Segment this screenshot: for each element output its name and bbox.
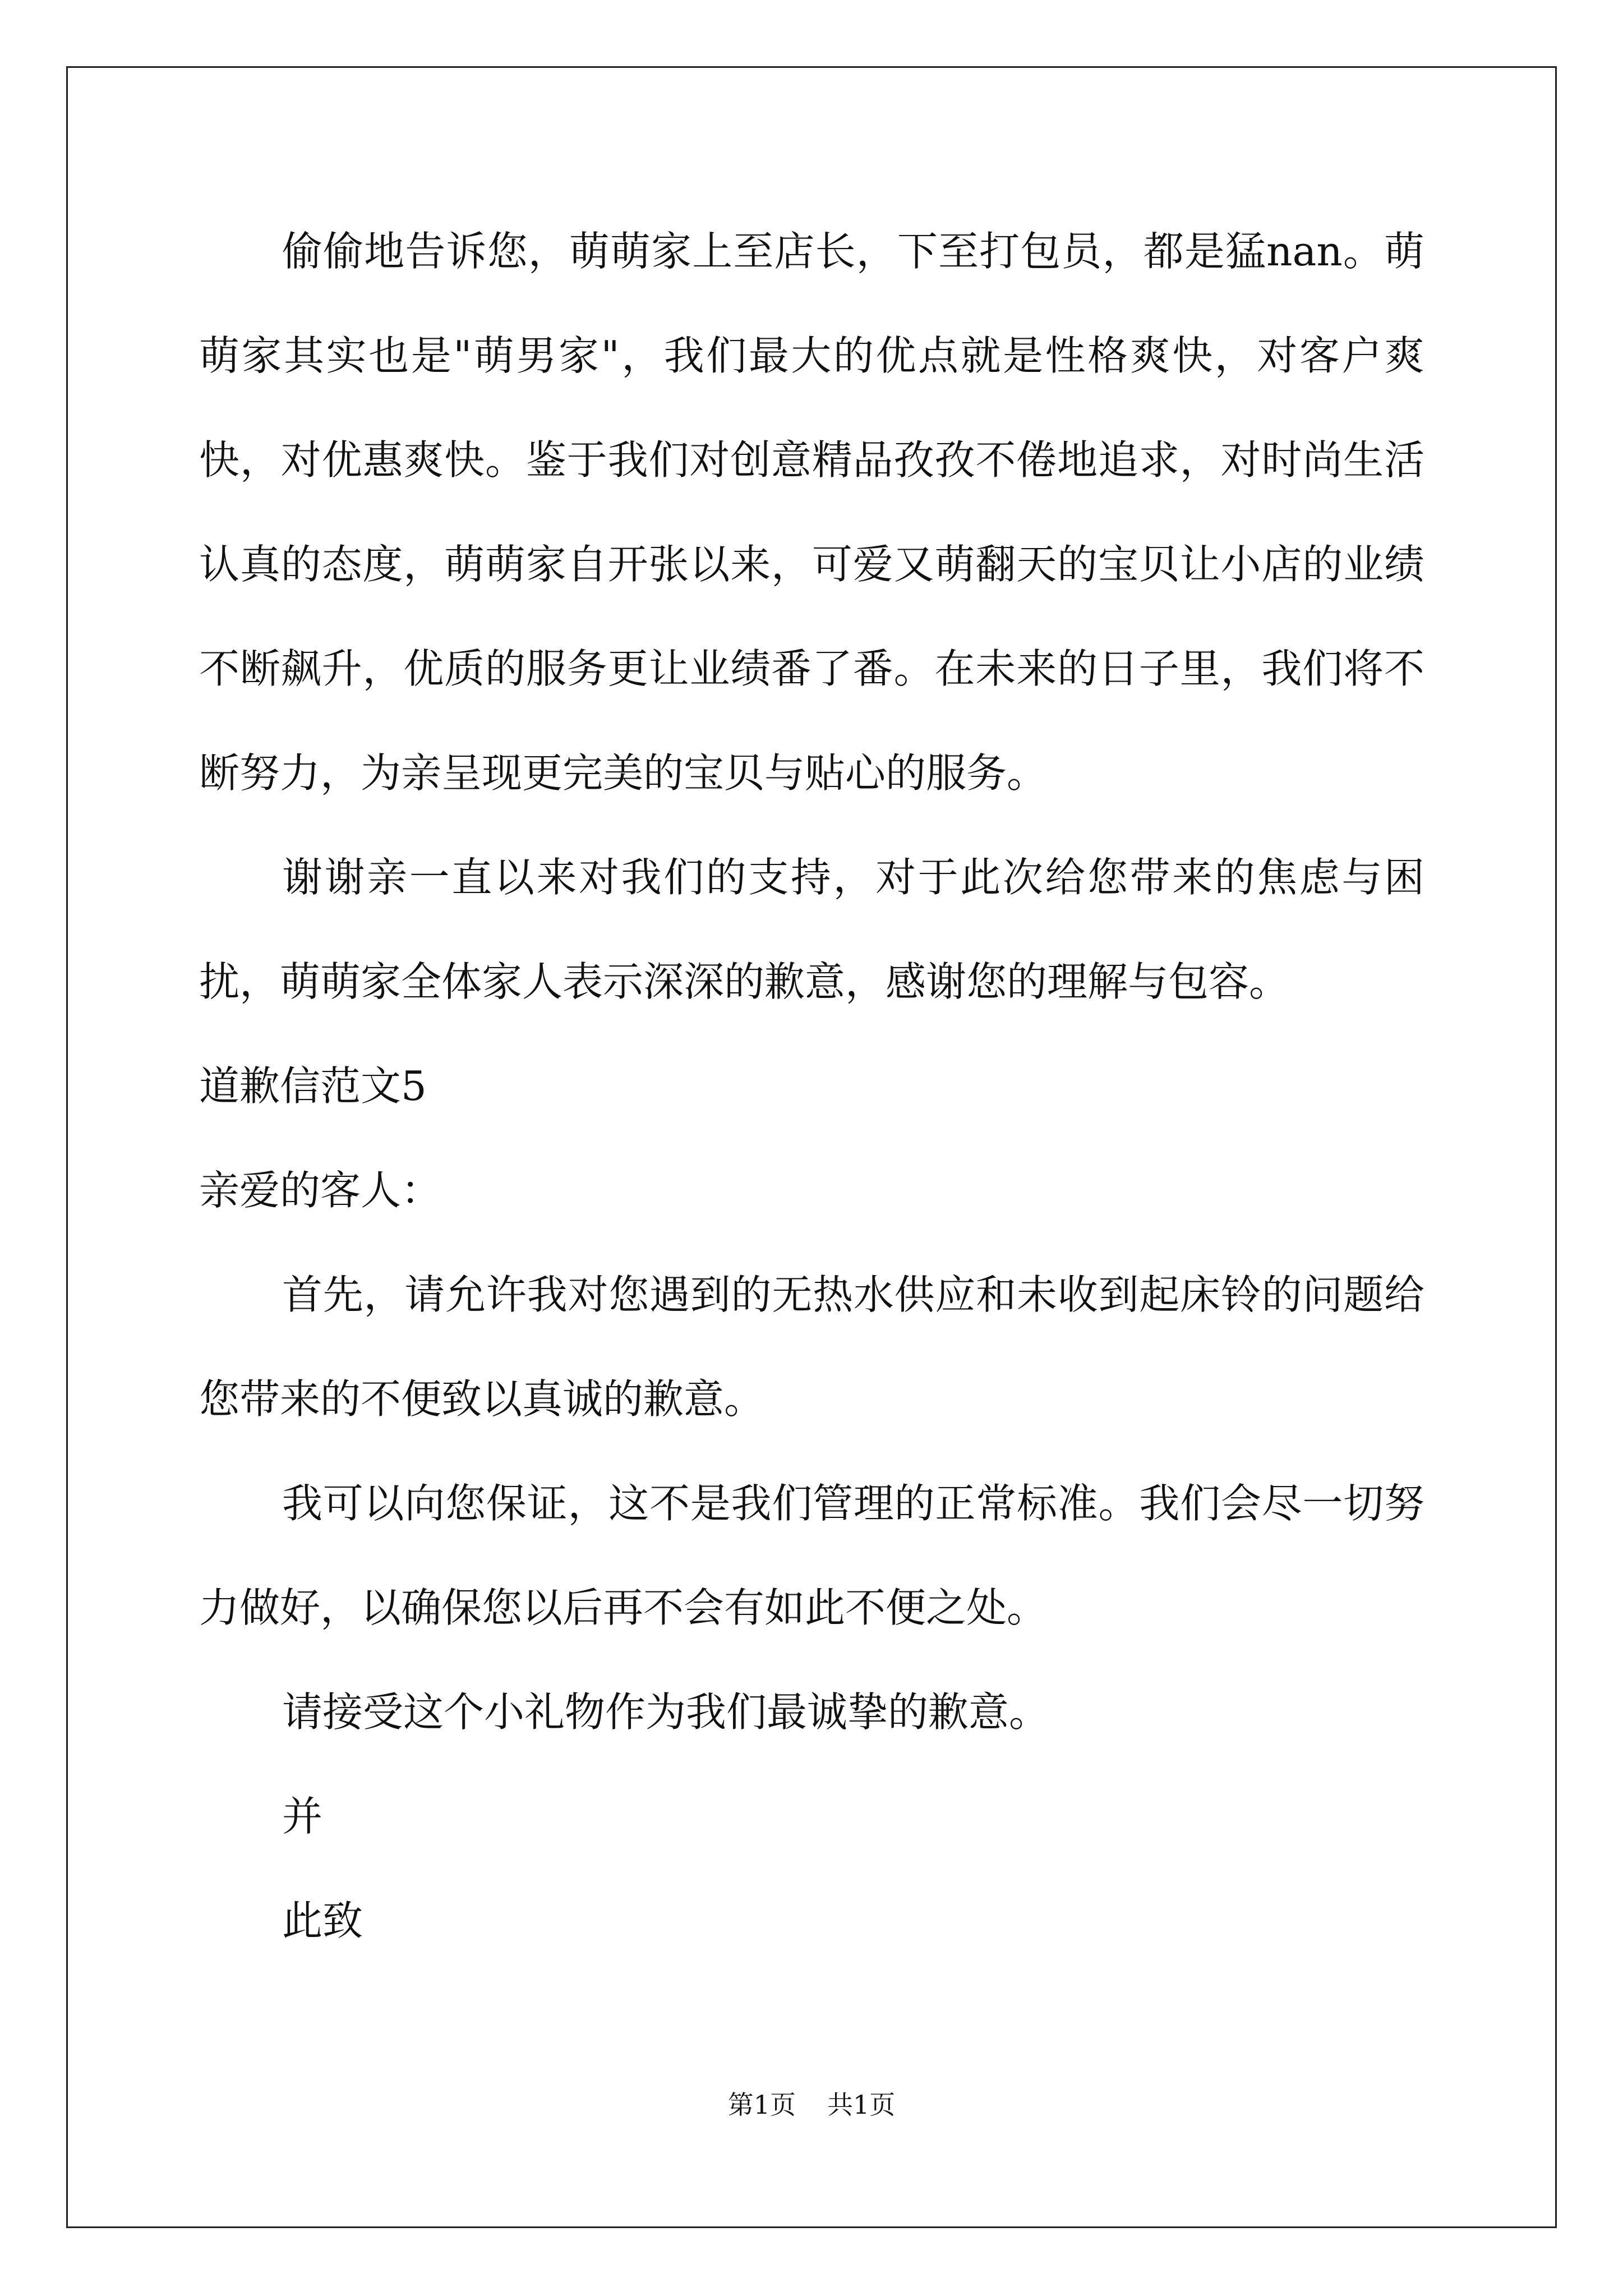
paragraph-thanks: 谢谢亲一直以来对我们的支持，对于此次给您带来的焦虑与困扰，萌萌家全体家人表示深深的歉意，感谢您的理解与包容。 (199, 854, 1424, 1005)
paragraph-assurance: 我可以向您保证，这不是我们管理的正常标准。我们会尽一切努力做好，以确保您以后再不会有如此不便之处。 (199, 1480, 1424, 1631)
page-footer (0, 2088, 1623, 2122)
page-total: 共1页 (827, 2090, 896, 2120)
closing-and: 并 (282, 1793, 323, 1840)
section-heading: 道歉信范文5 (199, 1062, 427, 1110)
paragraph-gift: 请接受这个小礼物作为我们最诚挚的歉意。 (282, 1688, 1050, 1736)
document-body (199, 199, 1424, 1973)
closing-regards: 此致 (282, 1897, 363, 1944)
page-number: 第1页 (727, 2090, 796, 2120)
salutation: 亲爱的客人： (199, 1167, 442, 1214)
paragraph-intro: 偷偷地告诉您，萌萌家上至店长，下至打包员，都是猛nan。萌萌家其实也是"萌男家"，我们最大的优点就是性格爽快，对客户爽快，对优惠爽快。鉴于我们对创意精品孜孜不倦地追求，对时尚生活认真的态度，萌萌家自开张以来，可爱又萌翻天的宝贝让小店的业绩不断飙升，优质的服务更让业绩番了番。在未来的日子里，我们将不断努力，为亲呈现更完美的宝贝与贴心的服务。 (199, 228, 1424, 797)
paragraph-apology: 首先，请允许我对您遇到的无热水供应和未收到起床铃的问题给您带来的不便致以真诚的歉意。 (199, 1271, 1424, 1423)
